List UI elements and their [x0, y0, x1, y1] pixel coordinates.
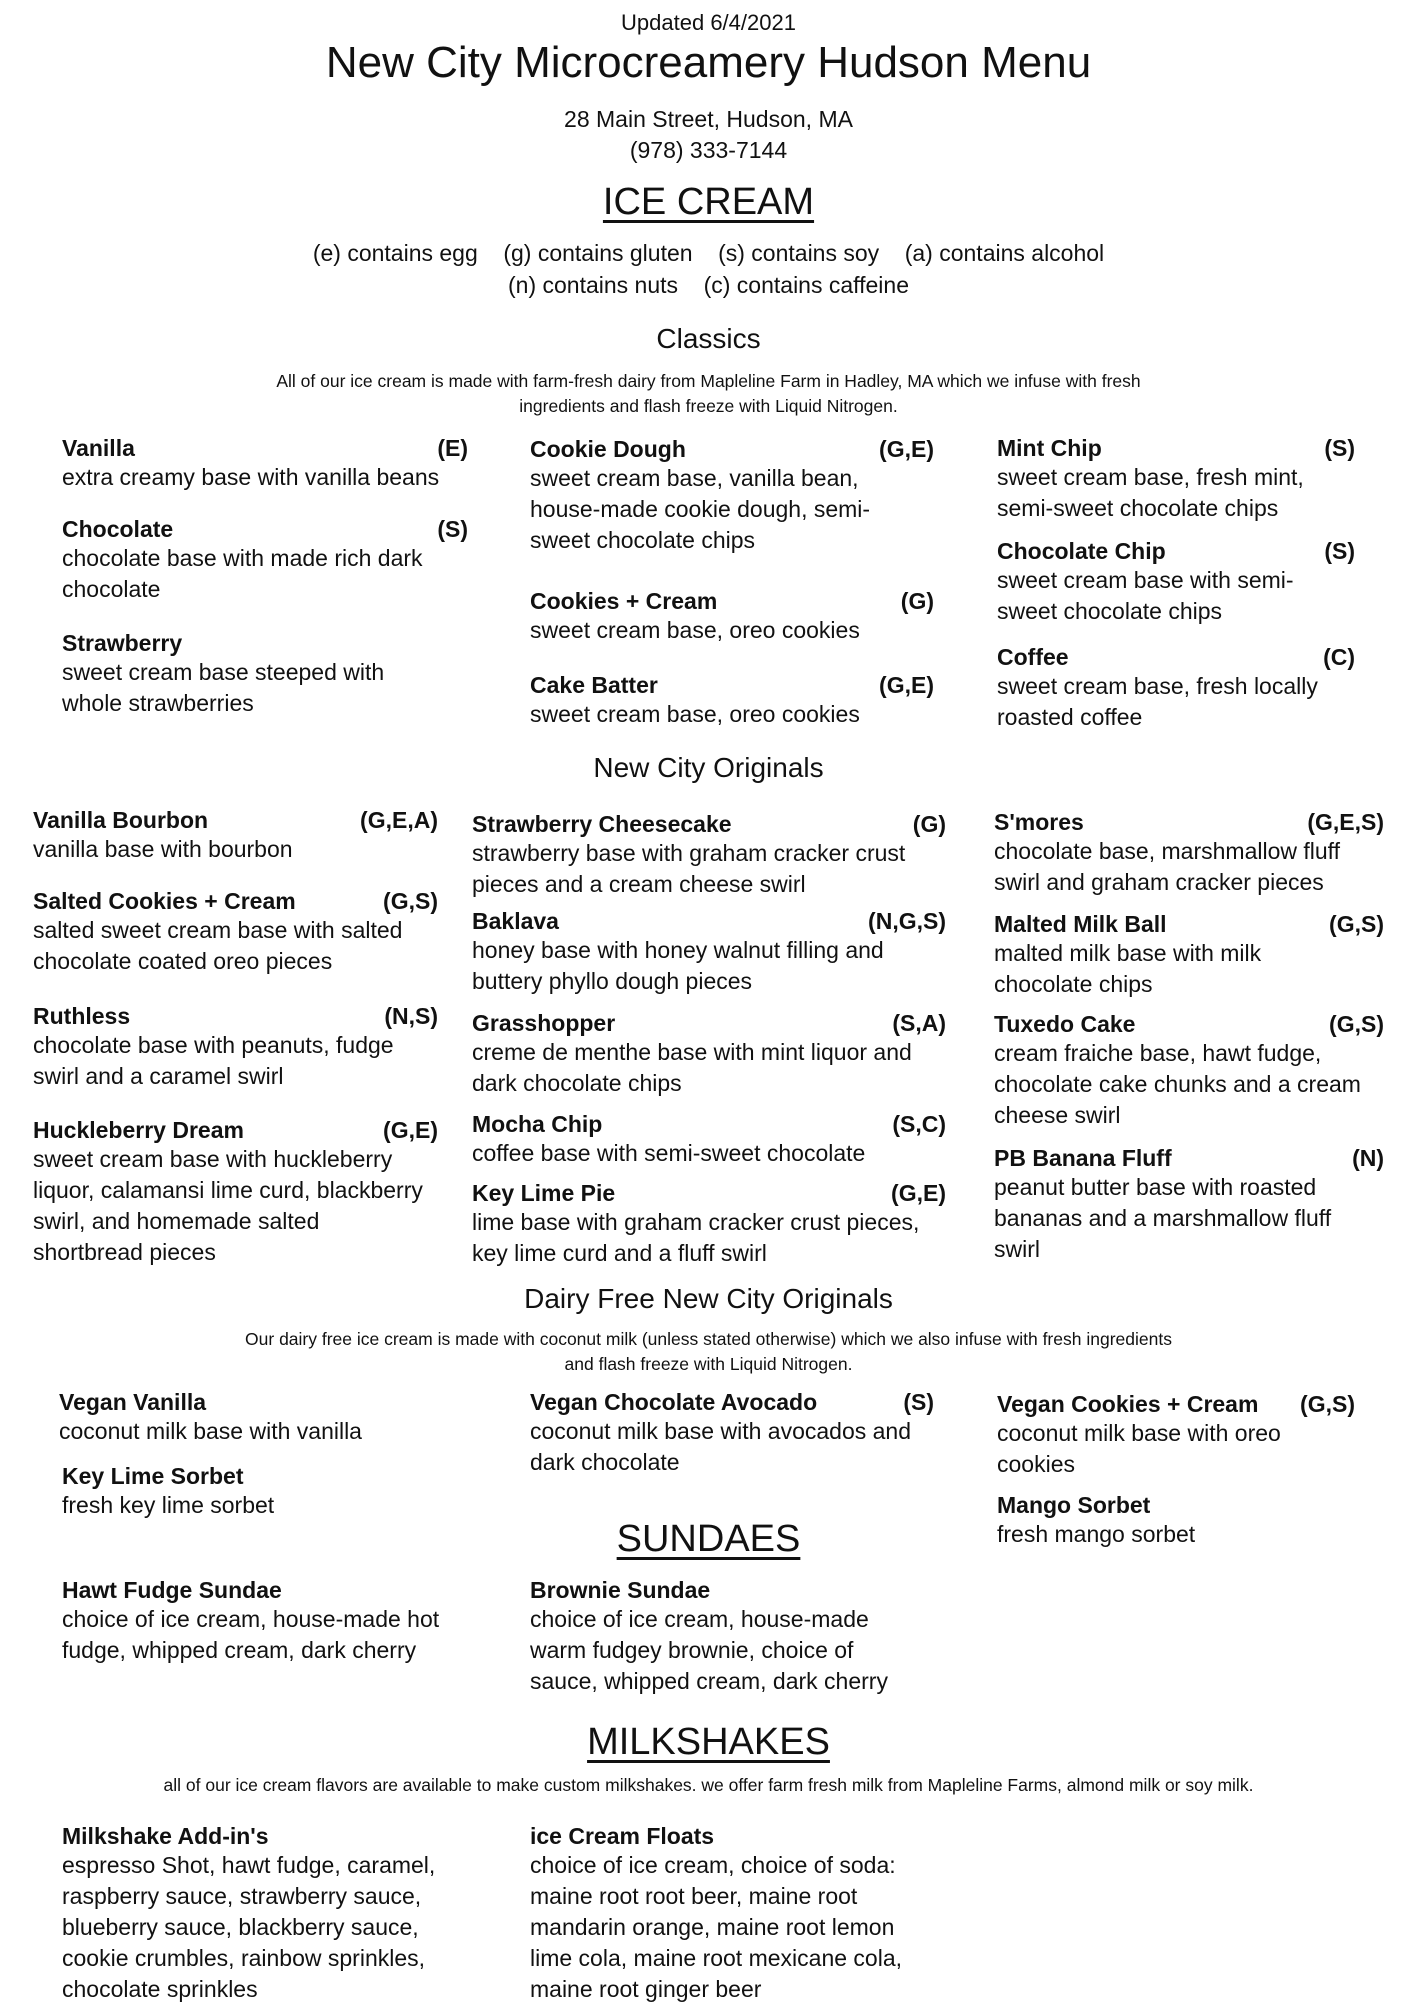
menu-item: [472, 1179, 946, 1269]
store-phone: (978) 333-7144: [629, 137, 788, 163]
item-description: sweet cream base, oreo cookies: [530, 617, 860, 643]
item-name: ice Cream Floats: [530, 1823, 715, 1849]
dairy-free-note-line-2: and flash freeze with Liquid Nitrogen.: [564, 1354, 853, 1374]
item-description: chocolate base, marshmallow fluff swirl and graham cracker pieces: [994, 838, 1341, 895]
menu-item: [62, 1576, 482, 1666]
item-description: choice of ice cream, house-made hot fudge, whipped cream, dark cherry: [62, 1606, 440, 1663]
item-name: Key Lime Sorbet: [62, 1463, 244, 1489]
menu-item: [997, 537, 1355, 627]
menu-item: [33, 806, 438, 865]
sundaes-heading: SUNDAES: [616, 1518, 801, 1560]
page-title: New City Microcreamery Hudson Menu: [325, 38, 1092, 87]
allergen-tags: (S,A): [892, 1010, 946, 1036]
item-name: Vegan Vanilla: [59, 1389, 207, 1415]
item-name: Ruthless: [33, 1003, 131, 1029]
item-description: salted sweet cream base with salted chocolate coated oreo pieces: [33, 917, 403, 974]
item-description: coconut milk base with vanilla: [59, 1418, 362, 1444]
allergen-tags: (G,E,S): [1307, 809, 1384, 835]
item-name: Grasshopper: [472, 1010, 616, 1036]
menu-item: [997, 643, 1355, 733]
allergen-tags: (C): [1323, 644, 1355, 670]
allergen-tags: (G,E): [891, 1180, 946, 1206]
item-description: chocolate base with peanuts, fudge swirl and a caramel swirl: [33, 1032, 394, 1089]
ice-cream-heading: ICE CREAM: [602, 181, 815, 223]
menu-item: [994, 808, 1384, 898]
menu-item: [530, 1822, 934, 2005]
menu-item: [997, 434, 1355, 524]
menu-item: [472, 810, 946, 900]
item-name: S'mores: [994, 809, 1084, 835]
item-description: honey base with honey walnut filling and buttery phyllo dough pieces: [472, 937, 884, 994]
dairy-free-heading: Dairy Free New City Originals: [524, 1283, 893, 1314]
item-description: strawberry base with graham cracker crust pieces and a cream cheese swirl: [472, 840, 906, 897]
item-description: creme de menthe base with mint liquor and dark chocolate chips: [472, 1039, 912, 1096]
item-name: Malted Milk Ball: [994, 911, 1167, 937]
item-name: Vegan Cookies + Cream: [997, 1391, 1259, 1417]
allergen-tags: (N): [1352, 1145, 1384, 1171]
menu-item: [62, 1822, 462, 2005]
classics-note-line-2: ingredients and flash freeze with Liquid Nitrogen.: [519, 396, 898, 416]
item-name: Chocolate: [62, 516, 174, 542]
dairy-free-note-line-1: Our dairy free ice cream is made with coconut milk (unless stated otherwise) which we also infuse with fresh ingredients: [245, 1329, 1172, 1349]
allergen-tags: (G): [900, 588, 934, 614]
item-name: Huckleberry Dream: [33, 1117, 244, 1143]
menu-item: [994, 910, 1384, 1000]
item-description: sweet cream base with semi-sweet chocolate chips: [997, 567, 1294, 624]
updated-date: Updated 6/4/2021: [621, 10, 796, 35]
menu-item: [33, 1116, 438, 1268]
menu-item: [59, 1388, 459, 1447]
allergen-tags: (G): [912, 811, 946, 837]
allergen-tags: (G,S): [1329, 1011, 1384, 1037]
menu-item: [530, 587, 934, 646]
item-description: peanut butter base with roasted bananas and a marshmallow fluff swirl: [994, 1174, 1332, 1262]
menu-item: [997, 1390, 1355, 1480]
menu-item: [472, 1110, 946, 1166]
item-description: fresh mango sorbet: [997, 1521, 1196, 1547]
item-name: Hawt Fudge Sundae: [62, 1577, 282, 1603]
menu-item: [530, 1576, 934, 1697]
item-name: Baklava: [472, 908, 559, 934]
item-name: Cookie Dough: [530, 436, 686, 462]
allergen-tags: (G,S): [1300, 1391, 1355, 1417]
menu-item: [530, 1388, 934, 1478]
item-description: sweet cream base, oreo cookies: [530, 701, 860, 727]
item-description: lime base with graham cracker crust pieces, key lime curd and a fluff swirl: [472, 1209, 920, 1266]
item-name: Salted Cookies + Cream: [33, 888, 296, 914]
menu-item: [530, 435, 934, 556]
allergen-tags: (S): [1324, 538, 1355, 564]
item-name: Mint Chip: [997, 435, 1102, 461]
menu-item: [472, 1009, 946, 1099]
menu-item: [994, 1010, 1384, 1131]
item-name: Chocolate Chip: [997, 538, 1166, 564]
allergen-tags: (N,G,S): [868, 908, 946, 934]
item-description: choice of ice cream, choice of soda: maine root root beer, maine root mandarin orange, maine root lemon lime cola, maine root mexicane cola, maine root ginger beer: [530, 1852, 902, 2002]
item-name: Key Lime Pie: [472, 1180, 616, 1206]
item-name: Strawberry Cheesecake: [472, 811, 732, 837]
item-description: sweet cream base, vanilla bean, house-made cookie dough, semi-sweet chocolate chips: [530, 465, 871, 553]
allergen-tags: (G,E): [879, 672, 934, 698]
allergen-legend-line-2: (n) contains nuts (c) contains caffeine: [508, 272, 909, 298]
item-description: espresso Shot, hawt fudge, caramel, raspberry sauce, strawberry sauce, blueberry sauce, blackberry sauce, cookie crumbles, rainbow sprinkles, chocolate sprinkles: [62, 1852, 436, 2002]
allergen-tags: (S,C): [892, 1111, 946, 1137]
allergen-tags: (G,E): [383, 1117, 438, 1143]
allergen-tags: (N,S): [384, 1003, 438, 1029]
item-name: Cake Batter: [530, 672, 658, 698]
item-description: coconut milk base with avocados and dark chocolate: [530, 1418, 911, 1475]
item-name: Cookies + Cream: [530, 588, 718, 614]
item-name: PB Banana Fluff: [994, 1145, 1172, 1171]
allergen-tags: (S): [437, 516, 468, 542]
item-description: coffee base with semi-sweet chocolate: [472, 1140, 866, 1166]
item-description: extra creamy base with vanilla beans: [62, 464, 440, 490]
allergen-tags: (G,S): [383, 888, 438, 914]
allergen-tags: (G,S): [1329, 911, 1384, 937]
item-description: chocolate base with made rich dark chocolate: [62, 545, 423, 602]
item-name: Mango Sorbet: [997, 1492, 1151, 1518]
item-name: Tuxedo Cake: [994, 1011, 1136, 1037]
item-description: choice of ice cream, house-made warm fudgey brownie, choice of sauce, whipped cream, dark cherry: [530, 1606, 888, 1694]
item-description: sweet cream base, fresh mint, semi-sweet chocolate chips: [997, 464, 1304, 521]
milkshakes-heading: MILKSHAKES: [587, 1721, 830, 1763]
item-name: Mocha Chip: [472, 1111, 603, 1137]
item-name: Strawberry: [62, 630, 183, 656]
item-description: sweet cream base, fresh locally roasted coffee: [997, 673, 1318, 730]
allergen-tags: (S): [903, 1389, 934, 1415]
item-description: malted milk base with milk chocolate chips: [994, 940, 1262, 997]
menu-item: [33, 887, 438, 977]
item-name: Vanilla: [62, 435, 135, 461]
menu-item: [472, 907, 946, 997]
classics-note-line-1: All of our ice cream is made with farm-fresh dairy from Mapleline Farm in Hadley, MA which we infuse with fresh: [276, 371, 1141, 391]
store-address: 28 Main Street, Hudson, MA: [564, 106, 853, 132]
allergen-tags: (E): [437, 435, 468, 461]
classics-heading: Classics: [656, 323, 761, 354]
item-name: Vanilla Bourbon: [33, 807, 209, 833]
item-description: sweet cream base with huckleberry liquor, calamansi lime curd, blackberry swirl, and homemade salted shortbread pieces: [33, 1146, 423, 1265]
item-name: Brownie Sundae: [530, 1577, 711, 1603]
menu-item: [62, 434, 468, 493]
item-description: sweet cream base steeped with whole strawberries: [62, 659, 385, 716]
menu-item: [62, 629, 468, 719]
item-description: fresh key lime sorbet: [62, 1492, 275, 1518]
allergen-legend-line-1: (e) contains egg (g) contains gluten (s) contains soy (a) contains alcohol: [312, 240, 1105, 266]
menu-item: [33, 1002, 438, 1092]
item-name: Coffee: [997, 644, 1069, 670]
item-name: Vegan Chocolate Avocado: [530, 1389, 818, 1415]
originals-heading: New City Originals: [593, 752, 824, 783]
item-description: vanilla base with bourbon: [33, 836, 293, 862]
item-description: coconut milk base with oreo cookies: [997, 1420, 1281, 1477]
allergen-tags: (S): [1324, 435, 1355, 461]
menu-item: [530, 671, 934, 730]
milkshakes-note: all of our ice cream flavors are available to make custom milkshakes. we offer farm fresh milk from Mapleline Farms, almond milk or soy milk.: [163, 1775, 1254, 1795]
menu-item: [62, 1462, 462, 1521]
item-name: Milkshake Add-in's: [62, 1823, 269, 1849]
menu-item: [994, 1144, 1384, 1265]
menu-item: [62, 515, 468, 605]
item-description: cream fraiche base, hawt fudge, chocolate cake chunks and a cream cheese swirl: [994, 1040, 1361, 1128]
allergen-tags: (G,E): [879, 436, 934, 462]
allergen-tags: (G,E,A): [360, 807, 438, 833]
